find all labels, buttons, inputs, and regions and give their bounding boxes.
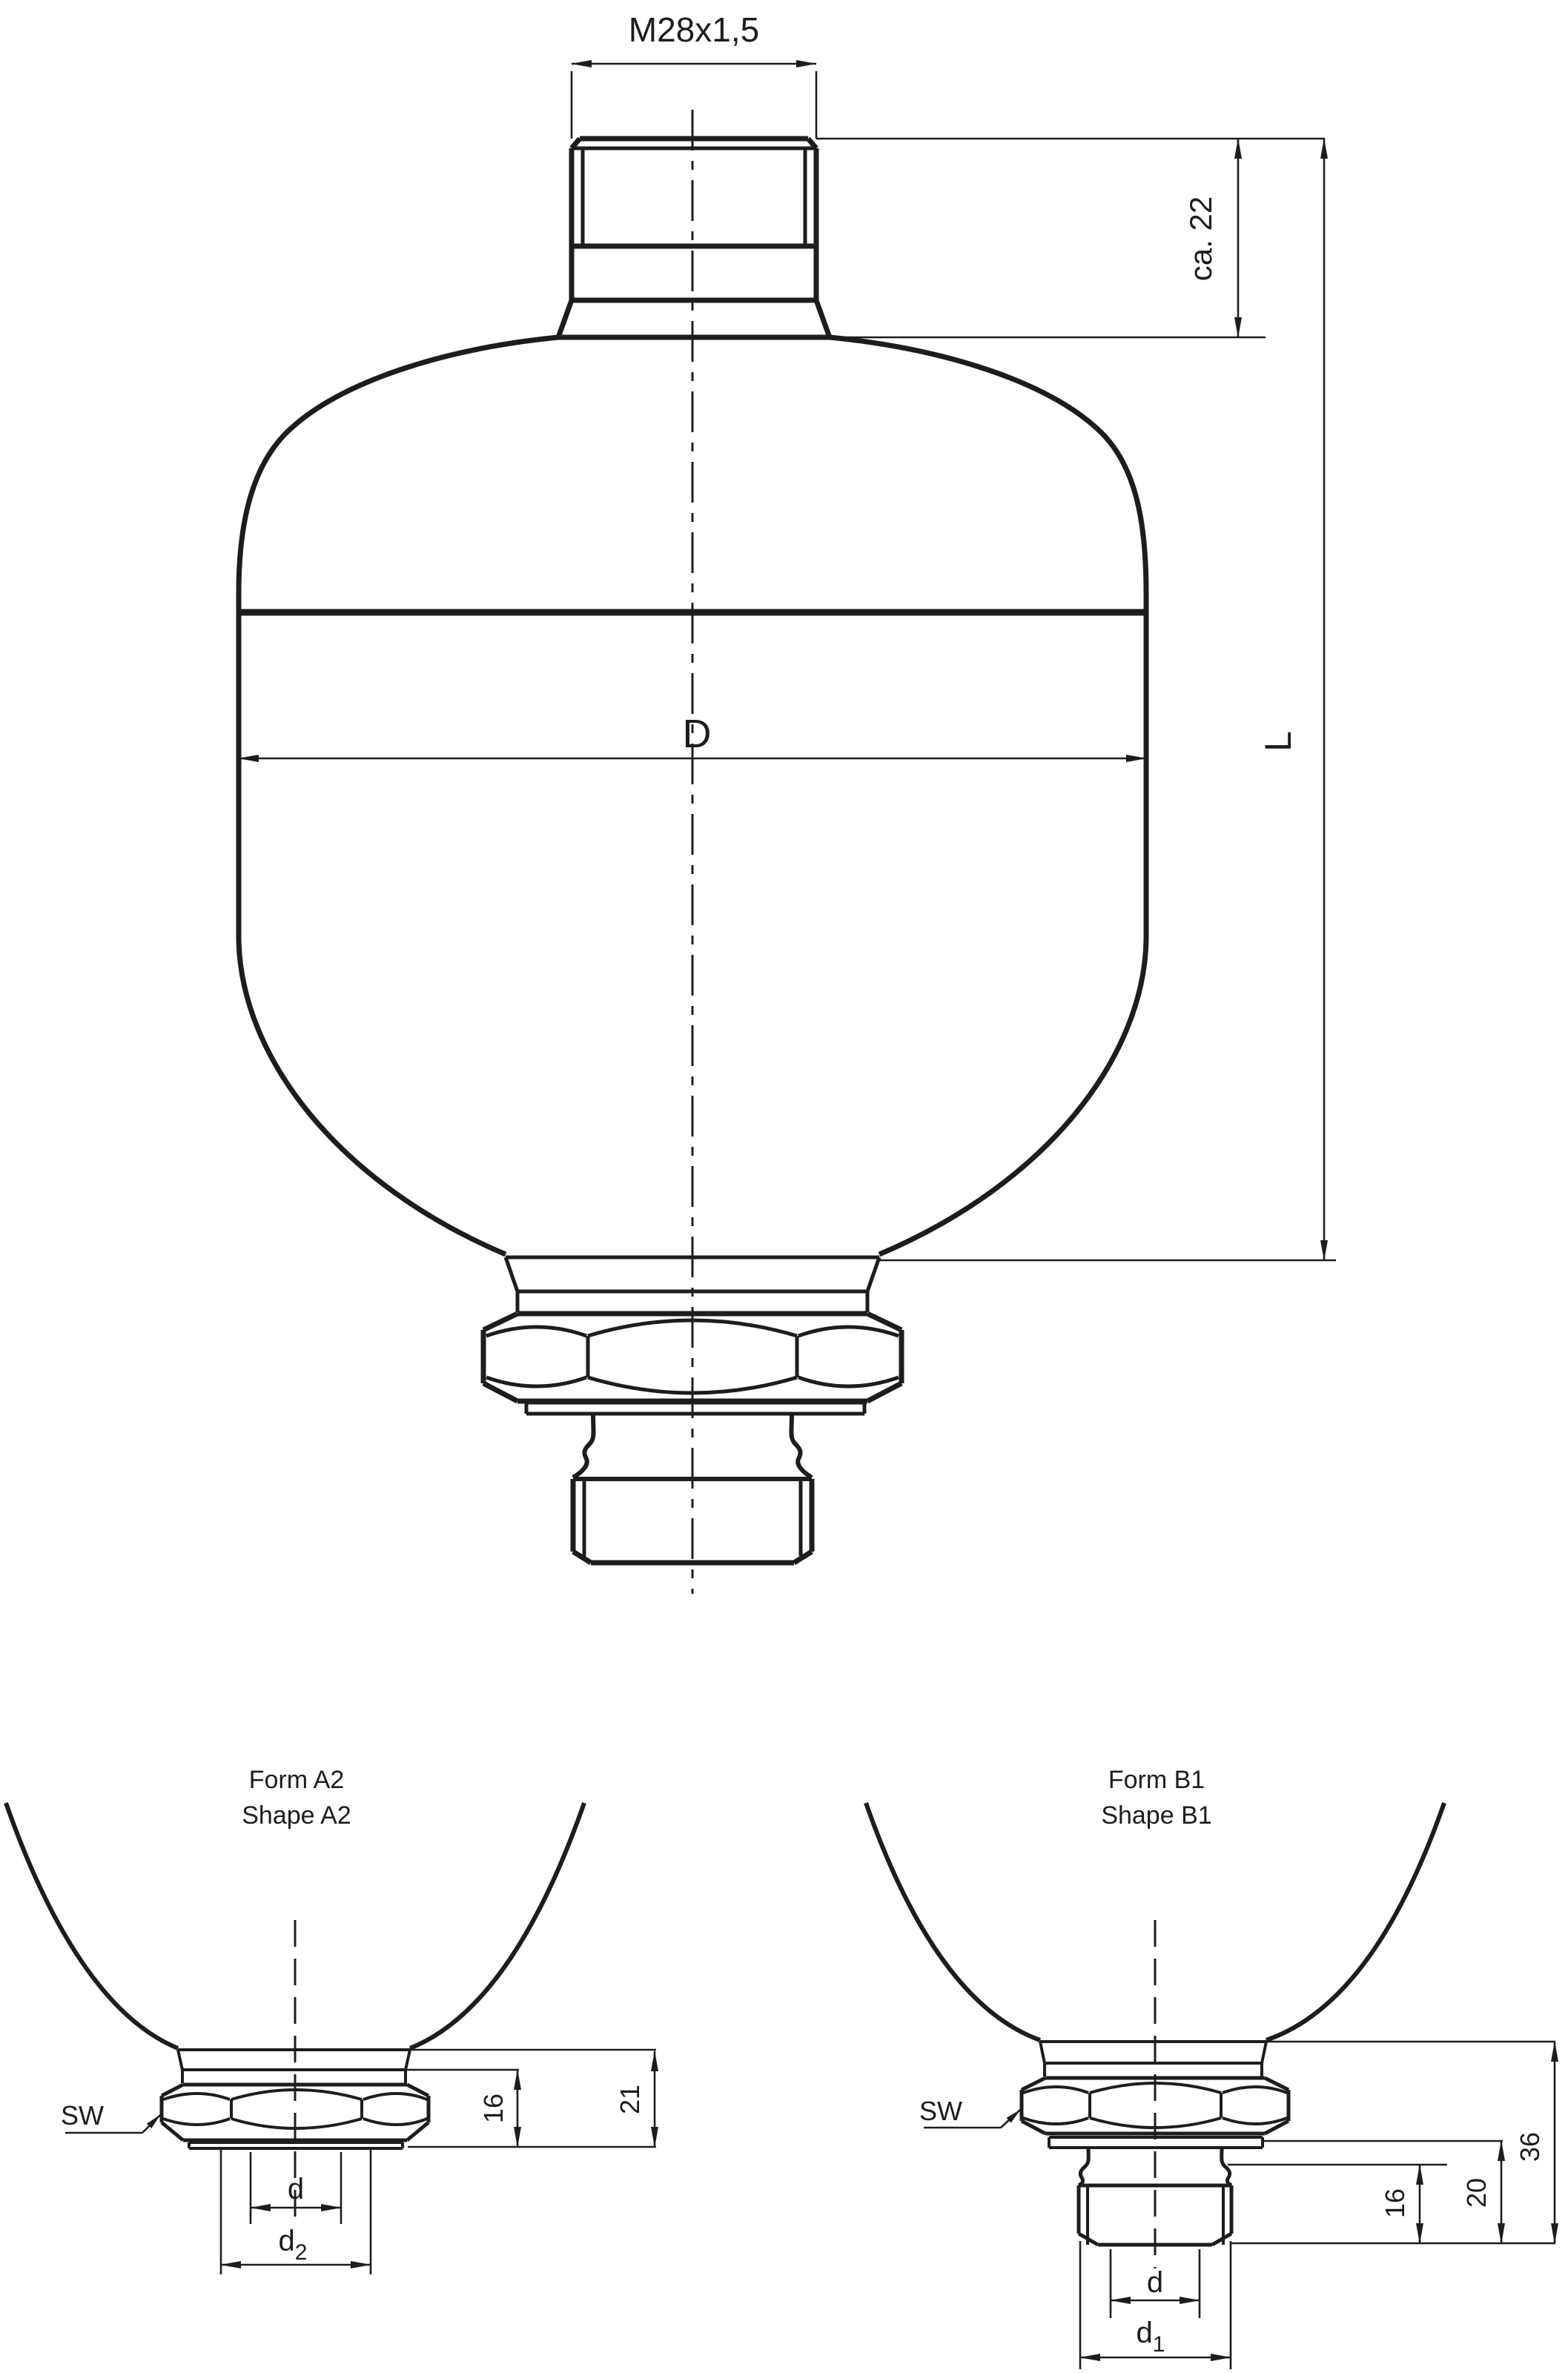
height-36-label: 36	[1515, 2131, 1545, 2162]
height-20-label: 20	[1461, 2177, 1492, 2208]
thread-dia-label: d	[287, 2173, 305, 2205]
dim-length-l	[879, 139, 1336, 1260]
dim-thread-m28	[572, 10, 816, 139]
dim-ca22	[816, 139, 1325, 337]
a2-washer	[189, 2142, 403, 2148]
length-label: L	[1257, 731, 1299, 752]
detail-a2-title-de: Form A2	[248, 1766, 345, 1794]
b1-collar	[1040, 2042, 1266, 2076]
b1-dim-d1	[1080, 2241, 1231, 2369]
nut-facet-lines	[231, 2099, 362, 2119]
height-21-label: 21	[615, 2084, 645, 2115]
washer	[526, 1403, 864, 1414]
b1-dim-16	[1228, 2165, 1447, 2243]
dim-diameter-d	[239, 712, 1146, 758]
diameter-label: D	[682, 712, 712, 756]
height-16-label: 16	[1380, 2188, 1410, 2219]
a2-dim-16	[406, 2070, 519, 2147]
a2-sw-callout	[61, 2100, 160, 2133]
gas-port-stud	[558, 139, 830, 337]
outer-dia-label: $d_1$	[1136, 2317, 1165, 2357]
thread-core-lines	[583, 148, 805, 246]
thread-dia-label: d	[1146, 2266, 1164, 2299]
main-view	[239, 10, 1336, 1594]
b1-dim-d	[1111, 2249, 1200, 2318]
detail-b1	[866, 1766, 1555, 2369]
outer-dia-label: $d_2$	[278, 2225, 308, 2265]
detail-a2-title-en: Shape A2	[242, 1801, 351, 1830]
height-16-label: 16	[478, 2093, 509, 2124]
wrench-size-label: SW	[61, 2100, 104, 2131]
detail-b1-title-en: Shape B1	[1101, 1801, 1212, 1830]
wrench-size-label: SW	[919, 2096, 962, 2126]
b1-sw-callout	[919, 2096, 1020, 2128]
a2-dim-21	[408, 2050, 656, 2147]
detail-a2	[6, 1766, 656, 2274]
detail-b1-title-de: Form B1	[1108, 1766, 1205, 1794]
ca22-label: ca. 22	[1183, 196, 1218, 282]
thread-size-label: M28x1,5	[628, 10, 760, 49]
